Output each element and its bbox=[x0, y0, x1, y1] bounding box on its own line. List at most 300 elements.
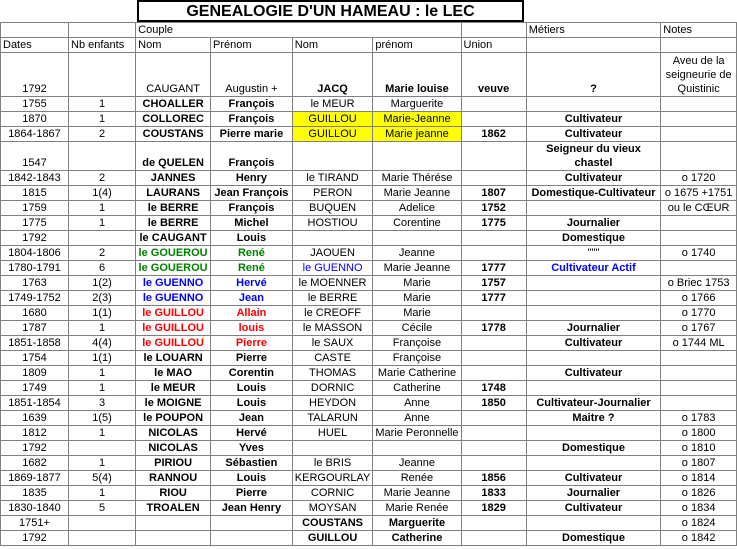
nom-cell: CHOALLER bbox=[136, 97, 211, 112]
nom-spouse-cell: COUSTANS bbox=[292, 516, 373, 531]
prenom-cell: Louis bbox=[211, 396, 293, 411]
nom-spouse-cell: PERON bbox=[292, 186, 373, 201]
table-row bbox=[1, 53, 737, 97]
prenom-cell: Pierre bbox=[211, 486, 293, 501]
nb-enfants-cell: 2 bbox=[69, 246, 136, 261]
prenom-cell: louis bbox=[211, 321, 293, 336]
note-cell: o 1720 bbox=[661, 171, 737, 186]
header-nb-enfants: Nb enfants bbox=[69, 38, 136, 53]
dates-cell: 1830-1840 bbox=[1, 501, 69, 516]
nom-cell: le BERRE bbox=[136, 201, 211, 216]
nom-spouse-cell: HOSTIOU bbox=[292, 216, 373, 231]
dates-cell: 1804-1806 bbox=[1, 246, 69, 261]
nb-enfants-cell bbox=[69, 142, 136, 171]
table-row bbox=[1, 261, 737, 276]
nb-enfants-cell: 6 bbox=[69, 261, 136, 276]
prenom-cell: Jean François bbox=[211, 186, 293, 201]
union-cell bbox=[461, 112, 526, 127]
nb-enfants-cell bbox=[69, 53, 136, 97]
prenom-spouse-cell: Catherine bbox=[373, 381, 461, 396]
nb-enfants-cell: 1 bbox=[69, 486, 136, 501]
metier-cell: Cultivateur-Journalier bbox=[526, 396, 660, 411]
dates-cell: 1754 bbox=[1, 351, 69, 366]
prenom-spouse-cell: Jeanne bbox=[373, 246, 461, 261]
union-cell: 1757 bbox=[461, 276, 526, 291]
nom-spouse-cell: GUILLOU bbox=[292, 127, 373, 142]
table-row bbox=[1, 531, 737, 546]
dates-cell: 1787 bbox=[1, 321, 69, 336]
note-cell bbox=[661, 396, 737, 411]
union-cell bbox=[461, 516, 526, 531]
nom-spouse-cell: le TIRAND bbox=[292, 171, 373, 186]
union-cell: 1777 bbox=[461, 261, 526, 276]
dates-cell: 1680 bbox=[1, 306, 69, 321]
nb-enfants-cell: 1(2) bbox=[69, 276, 136, 291]
dates-cell: 1792 bbox=[1, 53, 69, 97]
nom-spouse-cell: THOMAS bbox=[292, 366, 373, 381]
dates-cell: 1792 bbox=[1, 231, 69, 246]
metier-cell bbox=[526, 516, 660, 531]
metier-cell: Domestique bbox=[526, 231, 660, 246]
metier-cell: Domestique bbox=[526, 441, 660, 456]
column-header-row bbox=[1, 38, 737, 53]
table-row bbox=[1, 171, 737, 186]
table-row bbox=[1, 216, 737, 231]
note-cell bbox=[661, 261, 737, 276]
metier-cell: Cultivateur bbox=[526, 501, 660, 516]
nom-spouse-cell: BUQUEN bbox=[292, 201, 373, 216]
metier-cell: Maitre ? bbox=[526, 411, 660, 426]
nb-enfants-cell bbox=[69, 531, 136, 546]
metier-cell bbox=[526, 276, 660, 291]
prenom-spouse-cell: Marie bbox=[373, 306, 461, 321]
note-cell: o 1824 bbox=[661, 516, 737, 531]
metier-cell: Journalier bbox=[526, 321, 660, 336]
table-row bbox=[1, 112, 737, 127]
header-metiers bbox=[526, 38, 660, 53]
prenom-spouse-cell: Marie Jeanne bbox=[373, 261, 461, 276]
dates-cell: 1842-1843 bbox=[1, 171, 69, 186]
prenom-cell: René bbox=[211, 246, 293, 261]
nom-cell: TROALEN bbox=[136, 501, 211, 516]
metier-cell: Cultivateur bbox=[526, 112, 660, 127]
note-cell: o 1800 bbox=[661, 426, 737, 441]
prenom-spouse-cell: Marie Catherine bbox=[373, 366, 461, 381]
note-cell: o 1770 bbox=[661, 306, 737, 321]
table-row bbox=[1, 396, 737, 411]
union-cell bbox=[461, 97, 526, 112]
dates-cell: 1792 bbox=[1, 531, 69, 546]
prenom-cell: Augustin + bbox=[211, 53, 293, 97]
nb-enfants-cell: 1 bbox=[69, 201, 136, 216]
union-cell: 1752 bbox=[461, 201, 526, 216]
prenom-spouse-cell: Marie Peronnelle bbox=[373, 426, 461, 441]
table-row bbox=[1, 231, 737, 246]
note-cell: o 1810 bbox=[661, 441, 737, 456]
dates-cell: 1780-1791 bbox=[1, 261, 69, 276]
dates-cell: 1775 bbox=[1, 216, 69, 231]
dates-cell: 1751+ bbox=[1, 516, 69, 531]
table-row bbox=[1, 381, 737, 396]
table-row bbox=[1, 291, 737, 306]
nom-spouse-cell: GUILLOU bbox=[292, 531, 373, 546]
nom-cell: le CAUGANT bbox=[136, 231, 211, 246]
prenom-spouse-cell: Adelice bbox=[373, 201, 461, 216]
nom-cell: le GOUEROU bbox=[136, 261, 211, 276]
nb-enfants-cell: 1 bbox=[69, 112, 136, 127]
group-header-notes: Notes bbox=[661, 23, 737, 38]
union-cell: 1807 bbox=[461, 186, 526, 201]
dates-cell: 1815 bbox=[1, 186, 69, 201]
prenom-cell: Louis bbox=[211, 231, 293, 246]
nb-enfants-cell: 1 bbox=[69, 366, 136, 381]
group-header-row bbox=[1, 23, 737, 38]
union-cell bbox=[461, 426, 526, 441]
prenom-cell: Pierre marie bbox=[211, 127, 293, 142]
table-row bbox=[1, 306, 737, 321]
dates-cell: 1812 bbox=[1, 426, 69, 441]
note-cell bbox=[661, 381, 737, 396]
note-cell: o 1807 bbox=[661, 456, 737, 471]
table-row bbox=[1, 411, 737, 426]
prenom-spouse-cell: Françoise bbox=[373, 336, 461, 351]
nom-spouse-cell: le SAUX bbox=[292, 336, 373, 351]
prenom-spouse-cell: Marie Jeanne bbox=[373, 486, 461, 501]
table-row bbox=[1, 336, 737, 351]
note-cell bbox=[661, 366, 737, 381]
union-cell: 1833 bbox=[461, 486, 526, 501]
union-cell: 1777 bbox=[461, 291, 526, 306]
nb-enfants-cell: 1 bbox=[69, 456, 136, 471]
table-row bbox=[1, 186, 737, 201]
nom-spouse-cell: HEYDON bbox=[292, 396, 373, 411]
note-cell: o 1744 ML bbox=[661, 336, 737, 351]
nom-cell: le GUENNO bbox=[136, 291, 211, 306]
nom-cell: PIRIOU bbox=[136, 456, 211, 471]
prenom-cell: François bbox=[211, 201, 293, 216]
nb-enfants-cell: 1 bbox=[69, 426, 136, 441]
note-cell: o 1766 bbox=[661, 291, 737, 306]
nom-spouse-cell: le CREOFF bbox=[292, 306, 373, 321]
nom-cell: de QUELEN bbox=[136, 142, 211, 171]
dates-cell: 1749-1752 bbox=[1, 291, 69, 306]
union-cell bbox=[461, 306, 526, 321]
metier-cell: Cultivateur bbox=[526, 366, 660, 381]
nom-spouse-cell: HUEL bbox=[292, 426, 373, 441]
note-cell: Aveu de la seigneurie de Quistinic bbox=[661, 53, 737, 97]
nom-cell: le MAO bbox=[136, 366, 211, 381]
metier-cell: Journalier bbox=[526, 486, 660, 501]
note-cell: o 1767 bbox=[661, 321, 737, 336]
nb-enfants-cell: 5(4) bbox=[69, 471, 136, 486]
group-header-couple: Couple bbox=[136, 23, 461, 38]
prenom-spouse-cell: Marie louise bbox=[373, 53, 461, 97]
nb-enfants-cell: 1(1) bbox=[69, 351, 136, 366]
union-cell bbox=[461, 142, 526, 171]
note-cell bbox=[661, 216, 737, 231]
nom-spouse-cell bbox=[292, 231, 373, 246]
nom-cell: le BERRE bbox=[136, 216, 211, 231]
table-row bbox=[1, 366, 737, 381]
nb-enfants-cell: 2 bbox=[69, 171, 136, 186]
nom-spouse-cell bbox=[292, 142, 373, 171]
metier-cell: ? bbox=[526, 53, 660, 97]
nb-enfants-cell: 1 bbox=[69, 216, 136, 231]
metier-cell: Journalier bbox=[526, 216, 660, 231]
prenom-spouse-cell: Marie Jeanne bbox=[373, 186, 461, 201]
metier-cell: Cultivateur Actif bbox=[526, 261, 660, 276]
prenom-spouse-cell: Marguerite bbox=[373, 97, 461, 112]
prenom-cell: François bbox=[211, 97, 293, 112]
dates-cell: 1792 bbox=[1, 441, 69, 456]
dates-cell: 1835 bbox=[1, 486, 69, 501]
prenom-cell: Henry bbox=[211, 171, 293, 186]
note-cell: o 1826 bbox=[661, 486, 737, 501]
prenom-spouse-cell: Renée bbox=[373, 471, 461, 486]
table-row bbox=[1, 456, 737, 471]
union-cell bbox=[461, 231, 526, 246]
nb-enfants-cell: 1 bbox=[69, 321, 136, 336]
nom-cell bbox=[136, 531, 211, 546]
header-prenom: Prénom bbox=[211, 38, 293, 53]
nom-cell: RIOU bbox=[136, 486, 211, 501]
table-row bbox=[1, 142, 737, 171]
nom-cell: JANNES bbox=[136, 171, 211, 186]
nb-enfants-cell: 4(4) bbox=[69, 336, 136, 351]
dates-cell: 1809 bbox=[1, 366, 69, 381]
nom-spouse-cell: le MOENNER bbox=[292, 276, 373, 291]
metier-cell bbox=[526, 291, 660, 306]
nom-cell: le GUENNO bbox=[136, 276, 211, 291]
metier-cell: """ bbox=[526, 246, 660, 261]
prenom-cell: Yves bbox=[211, 441, 293, 456]
nb-enfants-cell: 1(1) bbox=[69, 306, 136, 321]
prenom-spouse-cell: Cécile bbox=[373, 321, 461, 336]
nom-spouse-cell: le BERRE bbox=[292, 291, 373, 306]
union-cell: 1829 bbox=[461, 501, 526, 516]
nom-cell: COLLOREC bbox=[136, 112, 211, 127]
nom-cell: NICOLAS bbox=[136, 441, 211, 456]
table-row bbox=[1, 471, 737, 486]
nom-spouse-cell: DORNIC bbox=[292, 381, 373, 396]
nb-enfants-cell: 2(3) bbox=[69, 291, 136, 306]
note-cell: o 1675 +1751 bbox=[661, 186, 737, 201]
dates-cell: 1869-1877 bbox=[1, 471, 69, 486]
prenom-cell: Pierre bbox=[211, 351, 293, 366]
nb-enfants-cell: 1 bbox=[69, 381, 136, 396]
nom-cell: le GUILLOU bbox=[136, 306, 211, 321]
note-cell: o Briec 1753 bbox=[661, 276, 737, 291]
group-header-metiers: Métiers bbox=[526, 23, 660, 38]
prenom-spouse-cell: Anne bbox=[373, 396, 461, 411]
note-cell: o 1842 bbox=[661, 531, 737, 546]
note-cell: o 1783 bbox=[661, 411, 737, 426]
prenom-cell: François bbox=[211, 142, 293, 171]
prenom-cell: Louis bbox=[211, 381, 293, 396]
header-nom: Nom bbox=[136, 38, 211, 53]
prenom-cell: Hervé bbox=[211, 426, 293, 441]
metier-cell: Seigneur du vieux chastel bbox=[526, 142, 660, 171]
nb-enfants-cell: 2 bbox=[69, 127, 136, 142]
table-row bbox=[1, 321, 737, 336]
prenom-cell: Jean bbox=[211, 291, 293, 306]
table-row bbox=[1, 486, 737, 501]
nom-spouse-cell: MOYSAN bbox=[292, 501, 373, 516]
metier-cell: Cultivateur bbox=[526, 471, 660, 486]
dates-cell: 1749 bbox=[1, 381, 69, 396]
prenom-cell: Corentin bbox=[211, 366, 293, 381]
union-cell: veuve bbox=[461, 53, 526, 97]
dates-cell: 1547 bbox=[1, 142, 69, 171]
dates-cell: 1851-1858 bbox=[1, 336, 69, 351]
nom-cell: le GUILLOU bbox=[136, 321, 211, 336]
nom-cell: le POUPON bbox=[136, 411, 211, 426]
prenom-spouse-cell bbox=[373, 231, 461, 246]
nom-cell: le GOUEROU bbox=[136, 246, 211, 261]
table-row bbox=[1, 97, 737, 112]
nom-cell: RANNOU bbox=[136, 471, 211, 486]
metier-cell: Domestique bbox=[526, 531, 660, 546]
nom-cell bbox=[136, 516, 211, 531]
metier-cell bbox=[526, 201, 660, 216]
header-nom-spouse: Nom bbox=[292, 38, 373, 53]
note-cell bbox=[661, 97, 737, 112]
nb-enfants-cell: 3 bbox=[69, 396, 136, 411]
prenom-spouse-cell bbox=[373, 142, 461, 171]
prenom-cell: René bbox=[211, 261, 293, 276]
union-cell: 1748 bbox=[461, 381, 526, 396]
prenom-cell: Pierre bbox=[211, 336, 293, 351]
nb-enfants-cell bbox=[69, 441, 136, 456]
table-row bbox=[1, 426, 737, 441]
prenom-spouse-cell: Françoise bbox=[373, 351, 461, 366]
nb-enfants-cell: 1(5) bbox=[69, 411, 136, 426]
nb-enfants-cell: 5 bbox=[69, 501, 136, 516]
union-cell: 1856 bbox=[461, 471, 526, 486]
nom-cell: le LOUARN bbox=[136, 351, 211, 366]
metier-cell bbox=[526, 351, 660, 366]
table-row bbox=[1, 276, 737, 291]
nom-cell: COUSTANS bbox=[136, 127, 211, 142]
nom-spouse-cell: GUILLOU bbox=[292, 112, 373, 127]
prenom-cell: Louis bbox=[211, 471, 293, 486]
nb-enfants-cell bbox=[69, 516, 136, 531]
nom-spouse-cell: TALARUN bbox=[292, 411, 373, 426]
note-cell bbox=[661, 231, 737, 246]
dates-cell: 1759 bbox=[1, 201, 69, 216]
prenom-cell: Hervé bbox=[211, 276, 293, 291]
metier-cell: Domestique-Cultivateur bbox=[526, 186, 660, 201]
note-cell bbox=[661, 351, 737, 366]
table-row bbox=[1, 246, 737, 261]
nb-enfants-cell bbox=[69, 231, 136, 246]
nom-spouse-cell: le MASSON bbox=[292, 321, 373, 336]
prenom-cell: Allain bbox=[211, 306, 293, 321]
prenom-spouse-cell: Catherine bbox=[373, 531, 461, 546]
header-prenom-spouse: prénom bbox=[373, 38, 461, 53]
union-cell bbox=[461, 531, 526, 546]
prenom-cell bbox=[211, 531, 293, 546]
nom-cell: CAUGANT bbox=[136, 53, 211, 97]
nom-cell: le GUILLOU bbox=[136, 336, 211, 351]
union-cell bbox=[461, 456, 526, 471]
metier-cell bbox=[526, 97, 660, 112]
nom-spouse-cell: le GUENNO bbox=[292, 261, 373, 276]
note-cell: o 1814 bbox=[661, 471, 737, 486]
nom-cell: LAURANS bbox=[136, 186, 211, 201]
union-cell: 1778 bbox=[461, 321, 526, 336]
nom-cell: le MOIGNE bbox=[136, 396, 211, 411]
nom-spouse-cell: CASTE bbox=[292, 351, 373, 366]
prenom-cell: Michel bbox=[211, 216, 293, 231]
metier-cell: Cultivateur bbox=[526, 171, 660, 186]
header-union: Union bbox=[461, 38, 526, 53]
dates-cell: 1763 bbox=[1, 276, 69, 291]
note-cell bbox=[661, 142, 737, 171]
prenom-cell: Sébastien bbox=[211, 456, 293, 471]
nom-spouse-cell: JAOUEN bbox=[292, 246, 373, 261]
union-cell bbox=[461, 336, 526, 351]
metier-cell: Cultivateur bbox=[526, 127, 660, 142]
nom-spouse-cell bbox=[292, 441, 373, 456]
page-title: GENEALOGIE D'UN HAMEAU : le LEC bbox=[137, 0, 524, 22]
prenom-spouse-cell: Marie jeanne bbox=[373, 127, 461, 142]
nom-spouse-cell: le MEUR bbox=[292, 97, 373, 112]
prenom-spouse-cell: Marie bbox=[373, 291, 461, 306]
prenom-spouse-cell: Marie-Jeanne bbox=[373, 112, 461, 127]
union-cell: 1775 bbox=[461, 216, 526, 231]
prenom-spouse-cell: Marguerite bbox=[373, 516, 461, 531]
union-cell bbox=[461, 411, 526, 426]
prenom-cell: Jean Henry bbox=[211, 501, 293, 516]
table-row bbox=[1, 351, 737, 366]
prenom-spouse-cell bbox=[373, 441, 461, 456]
metier-cell bbox=[526, 306, 660, 321]
union-cell bbox=[461, 366, 526, 381]
prenom-cell: François bbox=[211, 112, 293, 127]
dates-cell: 1682 bbox=[1, 456, 69, 471]
union-cell: 1862 bbox=[461, 127, 526, 142]
metier-cell bbox=[526, 426, 660, 441]
dates-cell: 1870 bbox=[1, 112, 69, 127]
prenom-spouse-cell: Anne bbox=[373, 411, 461, 426]
table-row bbox=[1, 516, 737, 531]
metier-cell bbox=[526, 456, 660, 471]
table-row bbox=[1, 201, 737, 216]
prenom-spouse-cell: Marie Renée bbox=[373, 501, 461, 516]
note-cell: o 1740 bbox=[661, 246, 737, 261]
nom-cell: NICOLAS bbox=[136, 426, 211, 441]
nom-spouse-cell: le BRIS bbox=[292, 456, 373, 471]
prenom-cell: Jean bbox=[211, 411, 293, 426]
nb-enfants-cell: 1(4) bbox=[69, 186, 136, 201]
prenom-cell bbox=[211, 516, 293, 531]
dates-cell: 1639 bbox=[1, 411, 69, 426]
note-cell: o 1834 bbox=[661, 501, 737, 516]
nom-spouse-cell: KERGOURLAY bbox=[292, 471, 373, 486]
header-dates: Dates bbox=[1, 38, 69, 53]
metier-cell: Cultivateur bbox=[526, 336, 660, 351]
metier-cell bbox=[526, 381, 660, 396]
prenom-spouse-cell: Marie bbox=[373, 276, 461, 291]
nom-spouse-cell: JACQ bbox=[292, 53, 373, 97]
union-cell bbox=[461, 246, 526, 261]
union-cell bbox=[461, 171, 526, 186]
union-cell: 1850 bbox=[461, 396, 526, 411]
note-cell: ou le CŒUR bbox=[661, 201, 737, 216]
nom-spouse-cell: CORNIC bbox=[292, 486, 373, 501]
table-row bbox=[1, 441, 737, 456]
